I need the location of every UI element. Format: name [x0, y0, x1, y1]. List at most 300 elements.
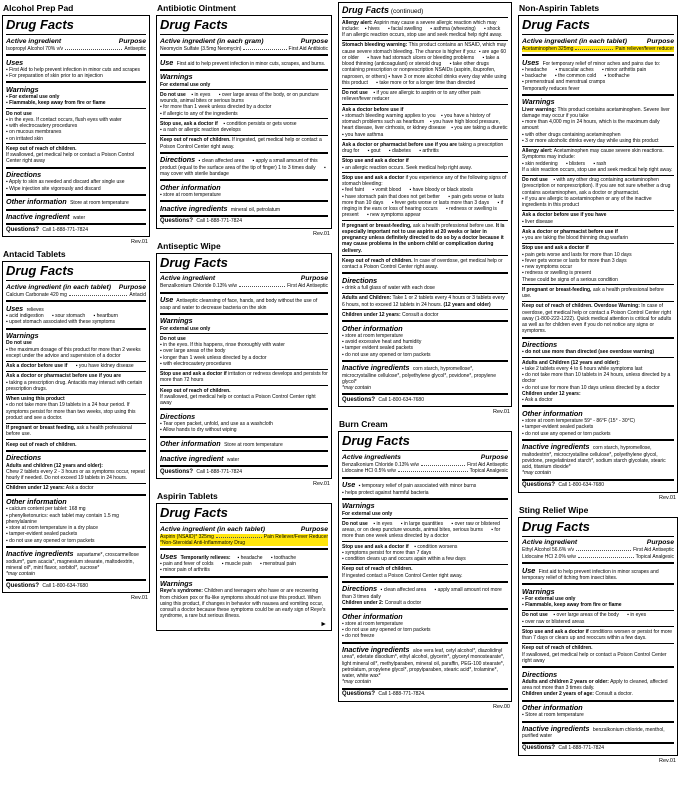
text-row — [522, 602, 674, 608]
product-title-antibiotic-ointment: Antibiotic Ointment — [157, 3, 236, 13]
text-row — [522, 652, 674, 665]
text-row — [342, 90, 508, 103]
section-heading-line — [6, 227, 146, 235]
bold-lead: Do not use — [6, 340, 32, 347]
plain-text: ▪ if you are allergic to aspirin or to any other pain reliever/fever reducer — [342, 90, 482, 103]
drug-facts-heading — [160, 504, 328, 523]
text-row — [342, 521, 508, 540]
brand-text: Drug Facts — [342, 5, 390, 15]
section-other-information — [160, 179, 328, 200]
section-inactive-ingredients — [342, 642, 508, 688]
section-body — [522, 35, 674, 54]
product-title-antacid-tablets: Antacid Tablets — [3, 249, 66, 260]
section-heading: Questions? — [342, 691, 376, 697]
section-heading: Questions? — [342, 396, 376, 403]
plain-text: If a skin reaction occurs, stop use and seek medical help right away. — [522, 166, 673, 173]
plain-text: Children and teenagers who have or are recovering from chicken pox or flu-like symptoms should not use this product. When using this product, if changes in behavior with nausea and vomiting occur, consult a doctor because these symptoms could be an early sign of Reye's syndrome, a rare but serious illness. — [160, 588, 327, 620]
dotted-leader — [239, 286, 285, 287]
text-row — [522, 397, 674, 403]
bold-lead: Allergy alert: — [342, 19, 373, 26]
text-row — [6, 469, 146, 482]
section-heading-line — [6, 549, 146, 571]
plain-text: ▪ longer than 1 week unless directed by a doctor — [160, 354, 267, 361]
ingredient-row — [6, 292, 146, 299]
drug-facts-heading — [6, 262, 146, 281]
plain-text: *may contain — [342, 679, 371, 686]
text-row — [522, 287, 674, 300]
plain-text: ▪ backache ▪ the common cold ▪ toothache — [522, 73, 630, 79]
section-body — [342, 18, 516, 272]
section-warnings — [6, 328, 146, 450]
thin-divider — [522, 226, 674, 227]
revision-label: Rev.01 — [130, 239, 148, 246]
section-heading-line — [342, 645, 508, 679]
thin-divider — [342, 40, 508, 41]
dotted-leader — [243, 49, 286, 50]
section-directions — [160, 408, 328, 435]
plain-text: ▪ with electrocautery procedures — [160, 360, 232, 367]
text-row — [342, 312, 508, 318]
section-heading: Inactive ingredient — [6, 212, 70, 221]
plain-text: ▪ do not freeze — [342, 633, 375, 640]
purpose-col-label: Purpose — [300, 525, 328, 533]
section-other-information — [6, 194, 146, 209]
section-heading-line — [6, 453, 146, 462]
revision-label: Rev.01 — [130, 595, 148, 602]
text-row — [6, 571, 146, 577]
panel-antiseptic-wipe — [156, 253, 332, 479]
plain-text: ▪ taking a prescription drug. Antacids may interact with certain prescription drugs. — [6, 379, 144, 392]
dotted-leader — [578, 557, 634, 558]
dotted-leader — [216, 537, 262, 538]
bold-lead: For external use only — [160, 81, 211, 88]
drug-facts-heading — [522, 16, 674, 35]
plain-text: ▪ with any other drug containing acetaminophen (prescription or nonprescription). If you are not sure whether a drug contains acetaminophen, ask a doctor or pharmacist. — [522, 177, 672, 196]
revision-label: Rev.01 — [658, 757, 676, 764]
plain-text: *may contain — [522, 470, 551, 477]
text-row — [6, 402, 146, 421]
section-use — [160, 292, 328, 313]
section-heading-line — [522, 703, 674, 712]
section-heading: Directions — [160, 411, 196, 421]
section-heading-line — [522, 409, 674, 418]
text-row — [6, 513, 146, 526]
text-row — [6, 363, 146, 369]
text-row — [342, 32, 508, 38]
heading-inline-text: aspartame*, croscarmellose sodium*, gum acacia*, magnesium stearate, maltodextrin, mineral oil*, mint flavor, sorbitol*, sucrose* — [6, 552, 141, 571]
brand-text: Drug Facts — [6, 17, 74, 32]
heading-inline-text: water — [71, 215, 86, 221]
ingredient-name: Acetaminophen 325mg — [522, 45, 574, 52]
section-heading: Uses — [6, 303, 24, 313]
text-row — [342, 194, 508, 219]
bold-lead: Keep out of reach of children. — [342, 566, 413, 573]
active-ingredient-col-label: Active ingredient — [6, 37, 62, 45]
plain-text: ▪ if you are allergic to acetaminophen or any of the inactive ingredients in this product — [522, 195, 654, 208]
section-uses — [6, 300, 146, 327]
panel-antibiotic-ointment — [156, 15, 332, 229]
bold-lead: Keep out of reach of children. — [160, 137, 231, 144]
purpose-col-label: Purpose — [646, 37, 674, 45]
thin-divider — [342, 293, 508, 294]
thin-divider — [522, 243, 674, 244]
purpose-value: Topical Analgesic — [635, 553, 674, 560]
text-row — [342, 223, 508, 254]
section-heading: Uses — [160, 551, 178, 561]
plain-text: ▪ if allergic to any of the ingredients — [160, 110, 238, 117]
section-heading-line — [160, 579, 328, 588]
plain-text: ▪ stomach bleeding warning applies to you ▪ you have a history of stomach problems such as heartburn ▪ you have high blood pressure, heart disease, liver cirrhosis, or kidney disease ▪ you are taking a diuretic ▪ you have asthma — [342, 112, 516, 138]
bold-lead: Adults and children 2 years or older: — [522, 678, 609, 685]
brand-text: Drug Facts — [6, 263, 74, 279]
plain-text: ▪ premenstrual and menstrual cramps — [522, 79, 606, 86]
section-heading-line — [522, 97, 674, 106]
plain-text: ▪ phenylketonurics: each tablet may contain 1.5 mg phenylalanine — [6, 512, 121, 525]
plain-text: ▪ Allow hands to dry without wiping — [160, 427, 237, 434]
text-row — [6, 442, 146, 448]
thin-divider — [6, 361, 146, 362]
section-heading-line — [160, 439, 328, 448]
text-row — [160, 192, 328, 198]
ingredient-name: Ethyl Alcohol 56.6% v/v — [522, 547, 574, 553]
plain-text: ▪ store at room temperature — [342, 332, 403, 339]
ingredient-purpose-header — [160, 37, 328, 46]
section-use — [342, 477, 508, 498]
text-row — [342, 385, 508, 391]
text-row — [522, 177, 674, 196]
plain-text: conditions worsen or persist for more than 7 days or clears up and reoccurs within a few days. — [522, 628, 674, 641]
bold-lead: If pregnant or breast-feeding, — [522, 286, 592, 293]
bold-lead: Do not use — [342, 520, 368, 527]
plain-text: ask a health professional before use. — [522, 286, 666, 299]
plain-text: Temporarily reduces fever — [522, 85, 580, 92]
continued-arrow-icon: ► — [320, 620, 327, 628]
dotted-leader — [69, 295, 127, 296]
revision-label: Rev.00 — [492, 703, 510, 710]
plain-text: Consult a doctor — [383, 599, 422, 606]
section-heading: Use — [160, 295, 174, 305]
text-row — [342, 285, 508, 291]
plain-text: ▪ in eyes ▪ over large areas of the body, or on puncture wounds, animal bites or serious burns — [160, 91, 321, 104]
thin-divider — [522, 210, 674, 211]
plain-text: ▪ over raw or blistered areas — [522, 618, 585, 625]
bold-lead: If pregnant or breast-feeding, — [342, 222, 412, 229]
section-heading-line — [522, 587, 674, 596]
bold-lead: Stop use, ask a doctor if — [160, 120, 218, 127]
plain-text: In case of overdose, get medical help or contact a Poison Control Center right away (1-800-222-1222). Quick medical attention is critical for adults as well as for children even if you do not notice any signs or symptoms. — [522, 303, 673, 335]
brand-text: Drug Facts — [160, 254, 228, 270]
thin-divider — [160, 89, 328, 90]
text-row — [160, 111, 328, 117]
section-inactive-ingredients — [522, 721, 674, 742]
section-uses — [522, 54, 674, 94]
section-directions — [342, 272, 508, 320]
bold-lead: Do not use — [342, 90, 368, 96]
thin-divider — [6, 143, 146, 144]
product-title-aspirin-tablets: Aspirin Tablets — [157, 491, 218, 501]
dotted-leader — [421, 465, 465, 466]
heading-inline-text: ▪ temporary relief of pain associated with minor burns — [357, 483, 477, 490]
plain-text: ▪ do not take more than 10 tablets in 24 hours, unless directed by a doctor — [522, 372, 672, 385]
plain-text: If swallowed, get medical help or contact a Poison Control Center right away — [160, 393, 318, 406]
ingredient-row — [160, 46, 328, 53]
heading-inline-text: relieves — [25, 306, 44, 313]
thin-divider — [160, 135, 328, 136]
section-heading: Use — [160, 57, 174, 67]
dotted-leader — [575, 49, 613, 50]
section-heading: Directions — [522, 340, 558, 349]
ingredient-purpose-header — [160, 274, 328, 283]
thin-divider — [160, 369, 328, 370]
section-heading: Questions? — [6, 582, 40, 589]
heading-inline-text: mineral oil, petrolatum — [229, 206, 281, 213]
section-heading: Questions? — [160, 218, 194, 225]
plain-text: ▪ do not use any opened or torn packets — [522, 430, 611, 437]
text-row — [160, 137, 328, 150]
text-row — [342, 600, 508, 606]
drug-facts-heading — [6, 16, 146, 35]
text-row — [522, 167, 674, 173]
thin-divider — [522, 146, 674, 147]
plain-text: *Non-Steroidal Anti-Inflammatory Drug — [160, 540, 246, 546]
bold-lead: Liver warning: — [522, 106, 557, 113]
ingredient-row — [522, 46, 674, 53]
section-heading-line — [6, 583, 146, 591]
bold-lead: For external use only — [160, 325, 211, 332]
thin-divider — [342, 309, 508, 310]
trailing-bold: It is especially important not to use aspirin at 20 weeks or later in pregnancy unless definitely directed to do so by a doctor because it may cause problems in the unborn child or complication during delivery. — [342, 222, 506, 254]
thin-divider — [160, 118, 328, 119]
section-heading-line — [522, 566, 674, 582]
heading-inline-text: Store at room temperature — [222, 442, 283, 448]
text-row — [522, 431, 674, 437]
section-heading: Inactive ingredients — [522, 442, 590, 452]
ingredient-name: Aspirin (NSAID)* 325mg — [160, 533, 214, 540]
heading-inline-text: Call 1-888-771-7824 — [41, 226, 88, 233]
thin-divider — [522, 301, 674, 302]
ingredient-name: Lidocaine HCl 2.0% w/w — [522, 553, 576, 560]
plain-text: ▪ Ask a doctor — [522, 397, 553, 403]
text-row — [342, 175, 508, 188]
bold-lead: Children under 2: — [342, 599, 384, 606]
text-row — [342, 679, 508, 685]
heading-inline-text: Call 1-800-634-7680 — [557, 482, 604, 488]
thin-divider — [6, 108, 146, 109]
plain-text: ▪ condition clears up and occurs again within a few days — [342, 556, 466, 562]
plain-text: This product contains acetaminophen. Severe liver damage may occur if you take — [522, 106, 672, 119]
plain-text: ▪ fever gets worse or lasts for more than 3 days — [522, 257, 627, 264]
bold-lead: Do not use — [6, 110, 32, 117]
text-row — [6, 538, 146, 544]
plain-text: ▪ store at room temperature — [342, 620, 403, 627]
purpose-value: Antiseptic — [124, 45, 146, 52]
thin-divider — [160, 333, 328, 334]
section-heading-line — [6, 497, 146, 506]
bold-lead: ▪ For external use only — [6, 94, 60, 100]
section-heading-line — [160, 218, 328, 226]
text-row — [160, 540, 328, 546]
text-row — [160, 394, 328, 407]
section-heading: Questions? — [522, 745, 556, 751]
text-row — [6, 319, 146, 325]
text-row — [522, 107, 674, 120]
section-heading: Inactive ingredients — [342, 363, 410, 373]
plain-text: taking a prescription drug for ▪ gout ▪ diabetes ▪ arthritis — [342, 141, 505, 154]
plain-text: if you experience any of the following signs of stomach bleeding: — [342, 174, 508, 187]
ingredient-purpose-header — [160, 525, 328, 534]
section-heading-line — [342, 584, 508, 600]
section-heading: Other information — [6, 197, 67, 207]
text-row — [522, 148, 674, 161]
product-title-sting-relief-wipe: Sting Relief Wipe — [519, 504, 589, 515]
purpose-col-label: Purpose — [300, 37, 328, 45]
plain-text: ▪ store at room temperature — [160, 191, 221, 198]
ingredient-name: Isopropyl Alcohol 70% v/v — [6, 45, 63, 52]
brand-text: Drug Facts — [160, 17, 228, 32]
heading-inline-text: For temporary relief of minor aches and pains due to: — [541, 60, 661, 67]
panel-antacid-tablets — [2, 261, 150, 593]
bold-lead: Allergy alert: — [522, 148, 553, 154]
thin-divider — [342, 139, 508, 140]
bold-lead: Adults and Children: — [342, 295, 392, 302]
bold-lead: ▪ For external use only — [522, 595, 576, 602]
panel-burn-cream — [338, 431, 512, 701]
plain-text: ▪ minor pain of arthritis — [160, 567, 210, 574]
section-heading: Warnings — [6, 84, 39, 94]
text-row — [522, 86, 674, 92]
section-heading: Use — [342, 480, 356, 490]
thin-divider — [342, 518, 508, 519]
bold-lead: ▪ Flammable, keep away from fire or flame — [6, 100, 106, 107]
bold-lead: Reye's syndrome: — [160, 588, 203, 595]
plain-text: ▪ headache ▪ muscular aches ▪ minor arthritis pain — [522, 66, 647, 73]
section-questions — [160, 215, 328, 228]
brand-text: Drug Facts — [522, 17, 590, 32]
panel-sting-relief-wipe — [518, 517, 678, 756]
plain-text: ▪ tamper-evident sealed packets — [522, 424, 594, 431]
ingredient-row — [342, 468, 508, 475]
section-other-information — [522, 405, 674, 439]
text-row — [160, 82, 328, 88]
drug-facts-heading — [342, 432, 508, 451]
section-heading-line — [6, 197, 146, 206]
plain-text: ▪ over large areas of the body — [160, 348, 226, 355]
plain-text: If ingested contact a Poison Control Center right away. — [342, 572, 463, 579]
bold-lead: Do not use — [160, 335, 186, 342]
section-questions — [6, 579, 146, 592]
section-directions — [6, 450, 146, 494]
bold-lead: Do not use — [160, 91, 186, 98]
plain-text: ▪ feel faint ▪ vomit blood ▪ have bloody or black stools — [342, 187, 473, 194]
heading-bold-text: Temporarily relieves: — [179, 554, 231, 561]
active-ingredient-col-label: Active ingredient (in each gram) — [160, 37, 264, 45]
panel-aspirin-tablets — [156, 503, 332, 631]
section-heading-line — [522, 724, 674, 740]
ingredient-name: Benzalkonium Chloride 0.13% w/w — [342, 461, 419, 468]
ingredient-purpose-header — [522, 37, 674, 46]
bold-lead: Ask a doctor or pharmacist before use if you are — [6, 373, 122, 380]
bold-lead: Stop use and ask a doctor if — [160, 371, 227, 377]
section-heading: Other information — [522, 703, 583, 712]
active-ingredient-col-label: Active ingredient (in each tablet) — [160, 525, 265, 533]
section-warnings — [160, 313, 328, 409]
section-heading-line — [6, 170, 146, 179]
section-uses — [6, 54, 146, 81]
section-heading: Questions? — [160, 468, 194, 475]
text-row — [522, 235, 674, 241]
plain-text: ▪ helps protect against harmful bacteria — [342, 489, 429, 496]
active-ingredient-col-label: Active ingredient (in each tablet) — [6, 283, 111, 291]
section-heading: Other information — [342, 323, 403, 333]
purpose-col-label: Purpose — [646, 539, 674, 546]
bold-lead: Stop use and ask a doctor if — [342, 158, 409, 165]
bold-lead: When using this product — [6, 396, 65, 402]
section-heading: Warnings — [522, 97, 555, 107]
bold-lead: Stomach bleeding warning: — [342, 42, 408, 49]
section-heading: Warnings — [160, 316, 193, 326]
thin-divider — [342, 104, 508, 105]
purpose-value: First Aid Antiseptic — [287, 283, 328, 290]
bold-lead: ▪ Flammable, keep away from fire or flame — [522, 602, 622, 608]
active-ingredient-col-label: Active ingredients — [342, 453, 401, 461]
thin-divider — [6, 371, 146, 372]
plain-text: ▪ redness or swelling is present — [522, 270, 592, 277]
section-heading-line — [522, 340, 674, 349]
text-row — [6, 136, 146, 142]
text-row — [6, 380, 146, 393]
plain-text: Aspirin may cause a severe allergic reaction which may include: ▪ hives ▪ facial swelling ▪ asthma (wheezing) ▪ shock — [342, 19, 501, 32]
thin-divider — [342, 88, 508, 89]
text-row — [342, 258, 508, 271]
column-4 — [518, 2, 678, 767]
dotted-leader — [398, 471, 468, 472]
section-body — [160, 273, 328, 292]
bold-lead: ▪ do not use more than directed (see overdose warning) — [522, 349, 655, 356]
purpose-value: Pain Reliever/Fever Reducer — [263, 533, 328, 540]
text-row — [342, 165, 508, 171]
plain-text: If ingested, get medical help or contact a Poison Control Center right away. — [160, 137, 324, 150]
bold-lead: Keep out of reach of children. Overdose Warning: — [522, 303, 640, 310]
section-heading: Other information — [160, 439, 221, 448]
plain-text: ▪ have stomach pain that does not get better ▪ pain gets worse or lasts more than 10 days ▪ fever gets worse or lasts more than 3 days ▪ if ringing in the ears or loss of hearing occurs ▪ redness or swelling is present ▪ new symptoms appear — [342, 193, 506, 219]
revision-label: Rev.01 — [492, 409, 510, 416]
bold-lead: Ask a doctor or pharmacist before use if you are — [342, 141, 458, 148]
plain-text: ▪ with other drugs containing acetaminophen — [522, 131, 621, 138]
section-heading: Inactive ingredients — [342, 645, 410, 654]
section-heading-line — [160, 469, 328, 477]
section-heading: Inactive ingredients — [522, 724, 590, 733]
plain-text: ask a health professional before use. — [411, 222, 496, 229]
section-inactive-ingredients — [160, 200, 328, 215]
thin-divider — [342, 564, 508, 565]
section-body — [6, 281, 146, 300]
section-heading-line — [160, 155, 328, 177]
bold-lead: Stop use and ask a doctor if — [522, 245, 589, 252]
plain-text: ▪ in eyes ▪ in large quantities ▪ over raw or blistered areas, or on deep puncture wounds, animal bites, serious burns ▪ for more than one week unless directed by a doctor — [342, 520, 502, 540]
text-row — [522, 691, 674, 697]
plain-text: ▪ tamper-evident sealed packets — [6, 531, 78, 538]
section-use — [160, 54, 328, 69]
section-heading: Warnings — [160, 72, 193, 82]
drug-facts-heading — [342, 3, 508, 18]
plain-text: ▪ do not use any opened or torn packets — [342, 627, 431, 633]
text-row — [522, 138, 674, 144]
section-questions — [522, 479, 674, 492]
bold-lead: If pregnant or breast feeding, — [6, 425, 76, 431]
dotted-leader — [576, 550, 631, 551]
plain-text: ▪ Apply to skin as needed and discard after single use — [6, 179, 125, 186]
plain-text: ▪ a rash or allergic reaction develops — [160, 127, 241, 133]
